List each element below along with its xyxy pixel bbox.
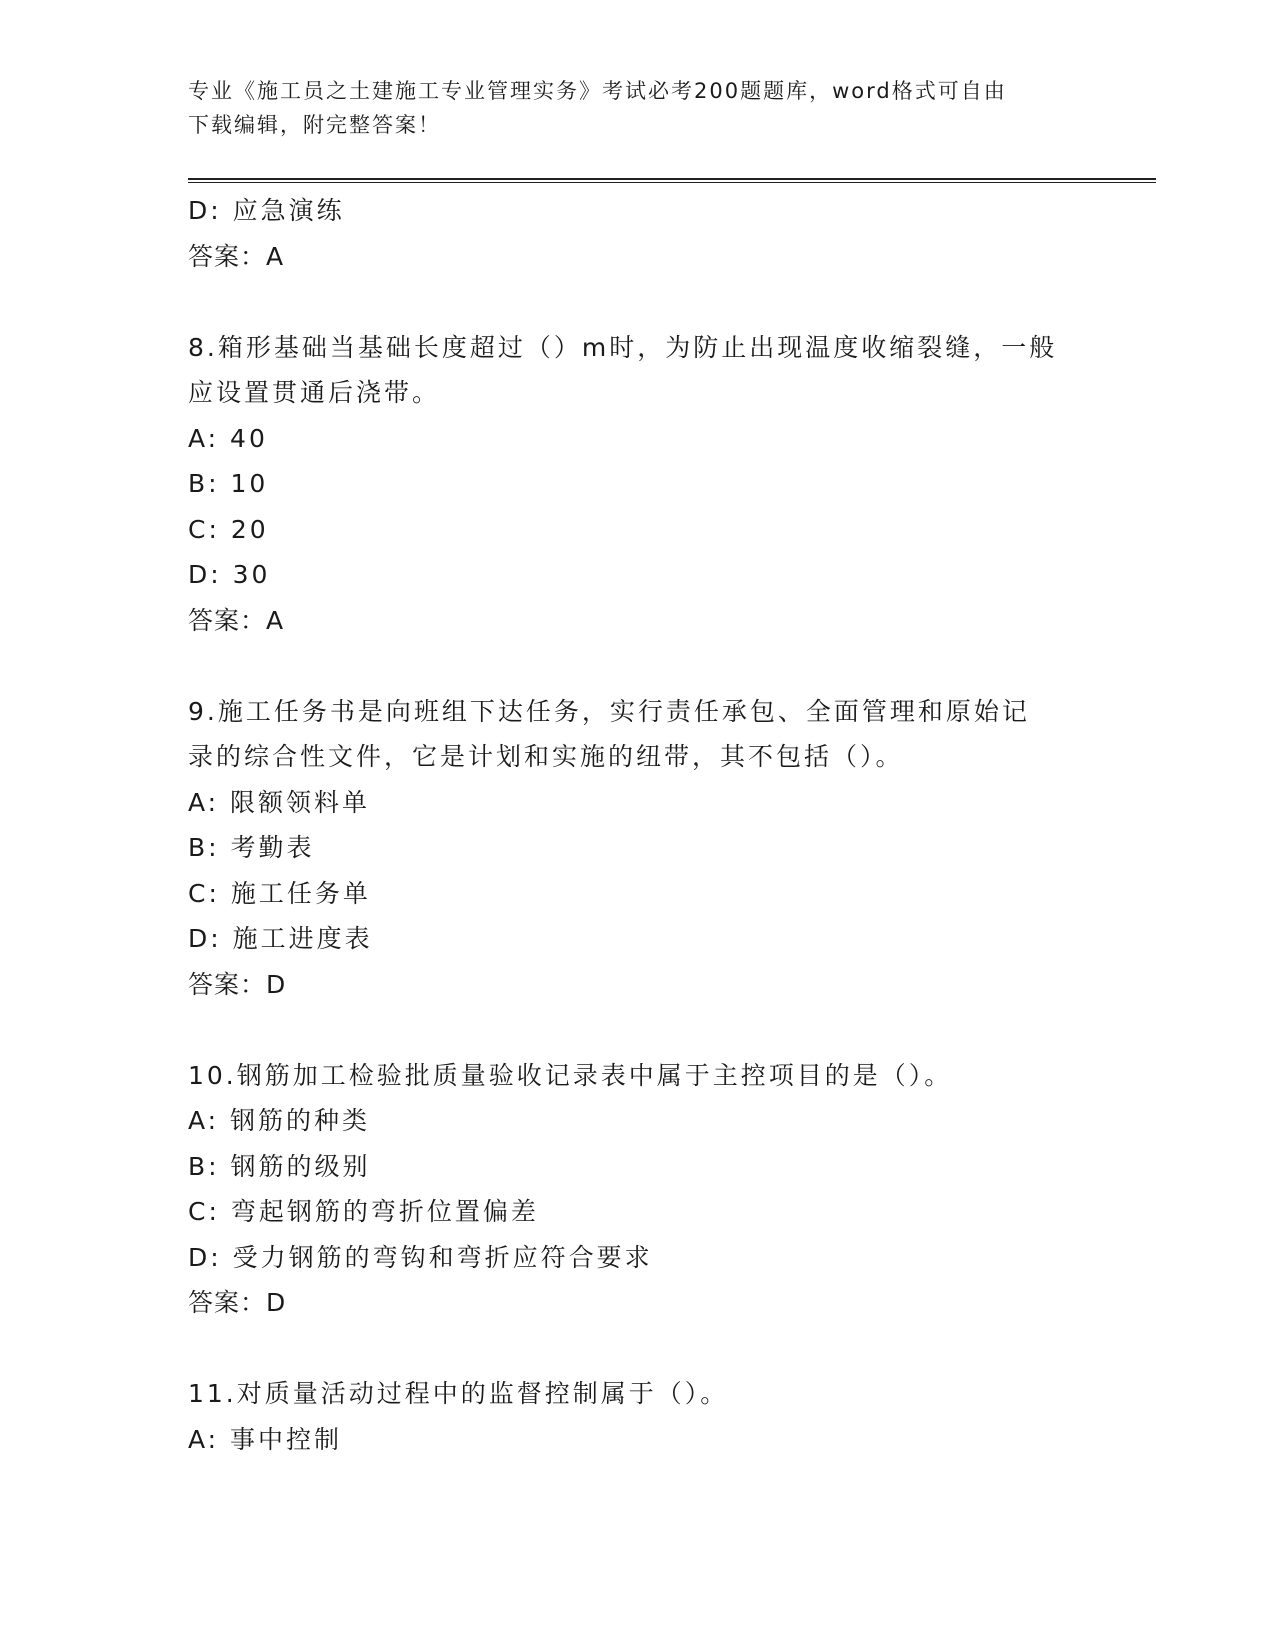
spacer bbox=[188, 1326, 1088, 1372]
answer-line: 答案：D bbox=[188, 1288, 287, 1317]
header-title-line-1: 专业《施工员之土建施工专业管理实务》考试必考200题题库，word格式可自由 bbox=[188, 79, 1007, 103]
answer-line: 答案：D bbox=[188, 969, 287, 999]
header-divider bbox=[188, 178, 1156, 183]
page-header bbox=[188, 74, 1088, 142]
option-d: D: 受力钢筋的弯钩和弯折应符合要求 bbox=[188, 1242, 653, 1272]
spacer bbox=[188, 643, 1088, 689]
question-stem-line: 录的综合性文件，它是计划和实施的纽带，其不包括（）。 bbox=[188, 742, 904, 771]
question-stem-line: 8.箱形基础当基础长度超过（）m时，为防止出现温度收缩裂缝，一般 bbox=[188, 332, 1058, 362]
option-a: A: 限额领料单 bbox=[188, 787, 371, 817]
question-stem-line: 9.施工任务书是向班组下达任务，实行责任承包、全面管理和原始记 bbox=[188, 696, 1030, 726]
option-c: C: 施工任务单 bbox=[188, 878, 371, 908]
question-10 bbox=[188, 1053, 1088, 1326]
option-b: B: 考勤表 bbox=[188, 833, 315, 862]
spacer bbox=[188, 279, 1088, 325]
question-stem-line: 11.对质量活动过程中的监督控制属于（）。 bbox=[188, 1379, 729, 1408]
question-11 bbox=[188, 1371, 1088, 1462]
option-b: B: 钢筋的级别 bbox=[188, 1151, 371, 1181]
option-c: C: 弯起钢筋的弯折位置偏差 bbox=[188, 1197, 539, 1226]
answer-line: 答案：A bbox=[188, 241, 285, 271]
option-a: A: 事中控制 bbox=[188, 1424, 343, 1454]
question-stem-line: 应设置贯通后浇带。 bbox=[188, 378, 441, 407]
answer-line: 答案：A bbox=[188, 605, 285, 635]
option-a: A: 40 bbox=[188, 423, 268, 453]
question-9 bbox=[188, 689, 1088, 1008]
question-8 bbox=[188, 325, 1088, 644]
question-stem-line: 10.钢筋加工检验批质量验收记录表中属于主控项目的是（）。 bbox=[188, 1060, 953, 1090]
option-d: D: 30 bbox=[188, 560, 271, 589]
option-a: A: 钢筋的种类 bbox=[188, 1106, 371, 1135]
spacer bbox=[188, 1007, 1088, 1053]
option-d: D: 应急演练 bbox=[188, 196, 345, 225]
option-b: B: 10 bbox=[188, 469, 269, 498]
document-body bbox=[188, 188, 1088, 1462]
header-title-line-2: 下载编辑，附完整答案！ bbox=[188, 113, 441, 137]
option-c: C: 20 bbox=[188, 514, 269, 544]
option-d: D: 施工进度表 bbox=[188, 924, 373, 953]
